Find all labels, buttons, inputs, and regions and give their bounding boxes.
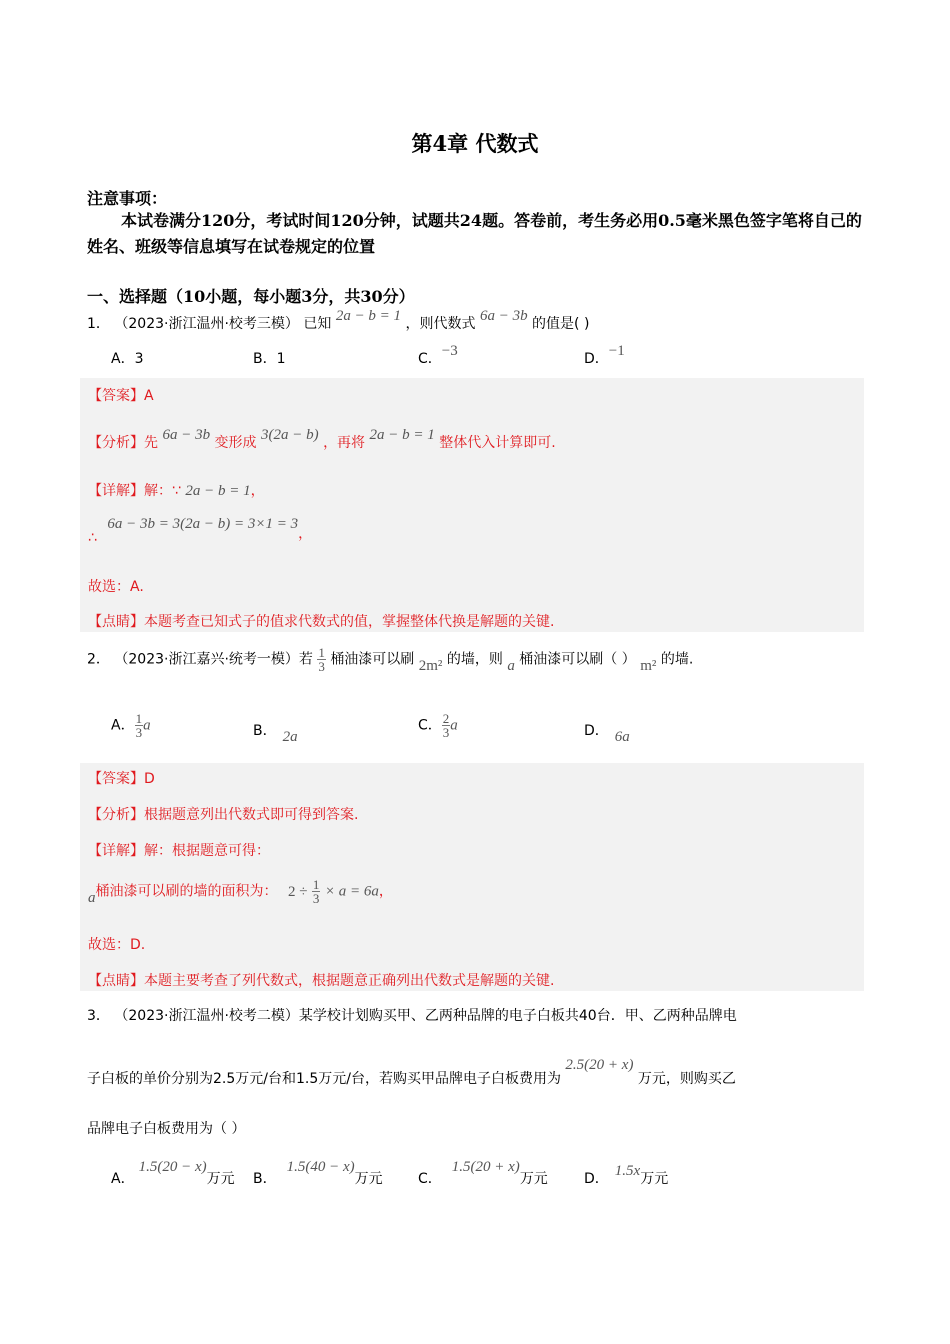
stem-text: 已知 [303, 316, 332, 332]
option-value: 1.5(40 − x) [286, 1159, 355, 1175]
option-label: D． [584, 1171, 609, 1187]
option-value: a [450, 717, 458, 734]
fraction-denominator: 3 [442, 725, 450, 740]
fraction [312, 878, 321, 905]
math-expression: 2m² [418, 657, 443, 674]
option-value: 1 [276, 351, 286, 367]
option-label: C． [418, 1171, 442, 1187]
option-b[interactable] [253, 1159, 383, 1188]
stem-text: 子白板的单价分别为2.5万元/台和1.5万元/台，若购买甲品牌电子白板费用为 [87, 1071, 561, 1087]
fraction-denominator: 3 [318, 659, 325, 674]
question-source: （2023·浙江温州·校考二模） [114, 1008, 299, 1024]
punctuation: ， [250, 483, 265, 499]
option-value: 3 [134, 351, 144, 367]
stem-text: 的墙. [660, 651, 694, 668]
option-label: A． [111, 1171, 135, 1187]
question-3-line-3: 品牌电子白板费用为（ ） [87, 1121, 246, 1137]
question-source: （2023·浙江温州·校考三模） [114, 316, 299, 332]
therefore-symbol: ∴ [88, 530, 97, 546]
detail-line [88, 480, 265, 500]
notice-body: 本试卷满分120分，考试时间120分钟，试题共24题。答卷前，考生务必用0.5毫米黑色签字笔将自己的姓名、班级等信息填写在试卷规定的位置 [87, 211, 862, 256]
detail-text: 解： [144, 483, 172, 499]
choose-line: 故选：A. [88, 579, 144, 595]
math-expression: 2a − b = 1 [335, 308, 402, 324]
option-value: −3 [441, 343, 458, 359]
detail-tag: 【详解】 [88, 843, 144, 859]
unit-text: 万元 [519, 1171, 548, 1187]
comment-tag: 【点睛】 [88, 614, 144, 630]
analysis-tag: 【分析】 [88, 435, 144, 451]
option-value: 1.5x [614, 1163, 641, 1179]
math-expression: 2 ÷ [287, 883, 308, 900]
unit-text: 万元 [354, 1171, 383, 1187]
notice-heading: 注意事项： [87, 189, 168, 208]
punctuation: ， [298, 526, 313, 542]
stem-text: 万元，则购买乙 [637, 1071, 736, 1087]
fraction-denominator: 3 [135, 725, 143, 740]
option-label: B． [253, 351, 277, 367]
section-heading: 一、选择题（10小题，每小题3分，共30分） [87, 287, 415, 306]
because-symbol: ∵ [172, 483, 181, 499]
unit-text: 万元 [640, 1171, 669, 1187]
answer-line [88, 385, 154, 405]
option-a[interactable] [111, 348, 144, 368]
option-c[interactable] [418, 1159, 548, 1188]
comment-tag: 【点睛】 [88, 973, 144, 989]
analysis-text: 先 [144, 435, 158, 451]
math-expression: 6a − 3b = 3(2a − b) = 3×1 = 3 [107, 516, 299, 532]
fraction-numerator: 1 [318, 645, 325, 660]
option-label: B． [253, 1171, 277, 1187]
stem-text: 某学校计划购买甲、乙两种品牌的电子白板共40台．甲、乙两种品牌电 [298, 1008, 737, 1024]
comment-text: 本题考查已知式子的值求代数式的值，掌握整体代换是解题的关键. [144, 614, 555, 630]
detail-tag: 【详解】 [88, 483, 144, 499]
comment-line [88, 611, 554, 631]
stem-text: ，则代数式 [405, 316, 476, 332]
question-3-line-1 [87, 1005, 737, 1025]
analysis-tag: 【分析】 [88, 807, 144, 823]
option-label: C． [418, 717, 442, 734]
stem-text: 桶油漆可以刷（ ） [519, 651, 636, 668]
option-label: A． [111, 351, 135, 367]
option-b[interactable] [253, 720, 298, 745]
analysis-line [88, 427, 556, 452]
fraction [442, 712, 451, 739]
detail-text: 解：根据题意可得： [144, 843, 270, 859]
option-d[interactable] [584, 720, 630, 745]
math-expression: 2a − b = 1 [369, 427, 435, 443]
fraction-numerator: 1 [135, 711, 143, 726]
fraction-numerator: 2 [442, 711, 450, 726]
answer-tag: 【答案】 [88, 388, 144, 404]
question-number: 2． [87, 651, 110, 668]
fraction [317, 646, 326, 673]
option-d[interactable] [584, 1163, 669, 1188]
option-label: B． [253, 723, 277, 739]
fraction [135, 712, 144, 739]
punctuation: ， [378, 883, 393, 900]
solution-box-2 [80, 763, 864, 991]
math-expression: × a = 6a [324, 883, 379, 900]
answer-value: D [144, 771, 155, 787]
option-value: −1 [608, 343, 625, 359]
question-number: 3． [87, 1008, 110, 1024]
math-expression: 2.5(20 + x) [565, 1057, 634, 1073]
option-value: 1.5(20 + x) [451, 1159, 520, 1175]
stem-text: 桶油漆可以刷 [330, 651, 415, 668]
answer-value: A [144, 388, 154, 404]
choose-line: 故选：D. [88, 937, 146, 953]
answer-line [88, 768, 155, 788]
math-expression: m² [640, 657, 657, 674]
detail-formula-line [88, 878, 393, 905]
analysis-text: 变形成 [214, 435, 257, 451]
therefore-line [88, 513, 313, 546]
question-2-stem [87, 646, 693, 673]
detail-text: 桶油漆可以刷的墙的面积为： [95, 883, 278, 900]
math-expression: 6a − 3b [479, 308, 528, 324]
math-variable: a [88, 889, 96, 906]
question-1-stem [87, 308, 590, 333]
option-d[interactable] [584, 343, 625, 368]
stem-text: 的墙，则 [446, 651, 503, 668]
analysis-line [88, 804, 358, 824]
option-a[interactable] [111, 1159, 235, 1188]
option-value: 6a [614, 729, 630, 745]
solution-box-1 [80, 378, 864, 632]
option-label: D． [584, 351, 609, 367]
option-c[interactable] [418, 712, 458, 739]
option-a[interactable] [111, 712, 151, 739]
analysis-text: 整体代入计算即可. [439, 435, 556, 451]
stem-text: 的值是( ) [532, 316, 590, 332]
question-3-line-2 [87, 1057, 736, 1088]
option-label: C． [418, 351, 442, 367]
option-value: 2a [282, 729, 298, 745]
page-title: 第4章 代数式 [411, 131, 539, 156]
stem-text: 若 [298, 651, 313, 668]
math-expression: 3(2a − b) [260, 427, 319, 443]
math-expression: 6a − 3b [162, 427, 211, 443]
answer-tag: 【答案】 [88, 771, 144, 787]
comment-line [88, 970, 554, 990]
question-number: 1． [87, 316, 110, 332]
question-source: （2023·浙江嘉兴·统考一模） [114, 651, 299, 668]
math-expression: 2a − b = 1 [185, 483, 251, 499]
analysis-text: ，再将 [323, 435, 366, 451]
option-c[interactable] [418, 343, 458, 368]
fraction-denominator: 3 [312, 891, 320, 906]
unit-text: 万元 [206, 1171, 235, 1187]
option-b[interactable] [253, 348, 286, 368]
option-value: a [143, 717, 151, 734]
analysis-text: 根据题意列出代数式即可得到答案. [144, 807, 359, 823]
fraction-numerator: 1 [312, 877, 320, 892]
comment-text: 本题主要考查了列代数式，根据题意正确列出代数式是解题的关键. [144, 973, 555, 989]
option-label: A． [111, 717, 135, 734]
math-variable: a [507, 657, 515, 674]
detail-line [88, 840, 270, 860]
option-value: 1.5(20 − x) [138, 1159, 207, 1175]
option-label: D． [584, 723, 609, 739]
